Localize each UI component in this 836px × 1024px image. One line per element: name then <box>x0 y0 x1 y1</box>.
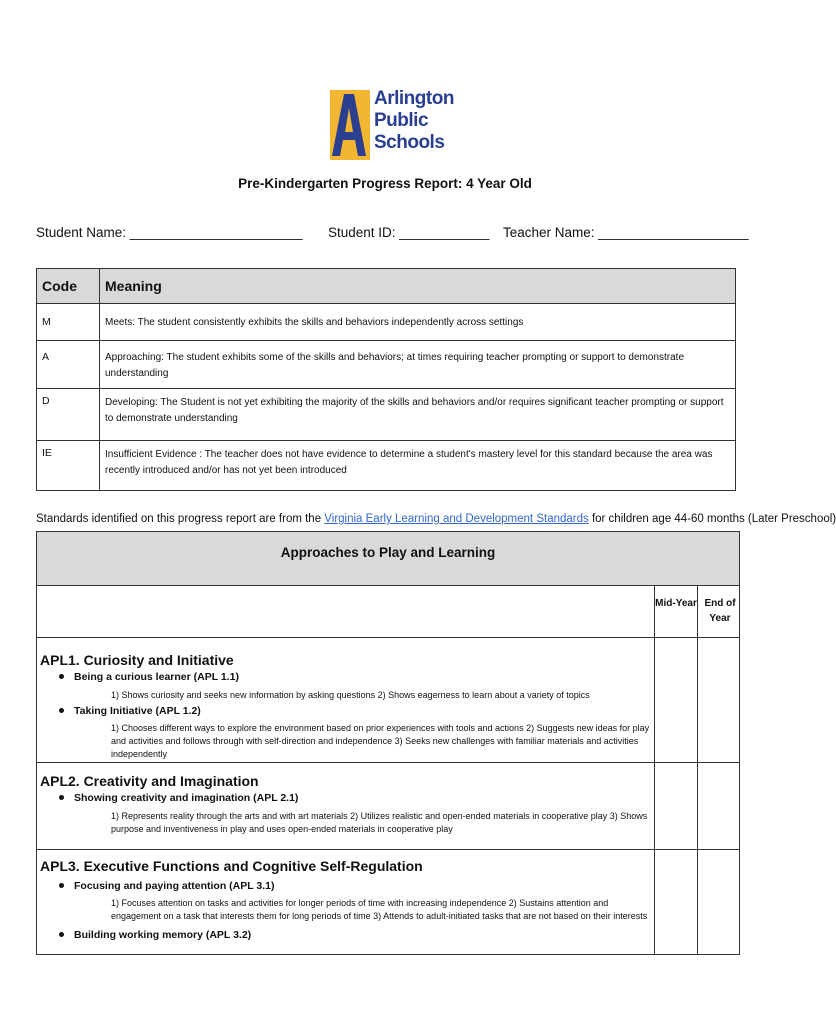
mid-year-rating-cell[interactable] <box>655 638 697 762</box>
table-header-row <box>37 269 736 304</box>
standard-description: 1) Focuses attention on tasks and activities for longer periods of time with increasing independence 2) Sustains attention and engagement on a task that interests them for long periods of time 3) Attends to adult-initiated tasks that are not based on their interests <box>111 898 648 921</box>
approaches-heading: Approaches to Play and Learning <box>37 532 739 586</box>
bullet-icon <box>59 708 64 713</box>
code-cell: M <box>37 304 100 341</box>
end-of-year-header: End of Year <box>704 598 736 624</box>
end-of-year-rating-cell[interactable] <box>698 638 739 762</box>
row-divider <box>37 849 739 850</box>
code-column-header: Code <box>37 269 100 304</box>
page-title: Pre-Kindergarten Progress Report: 4 Year Old <box>238 176 532 191</box>
standard-label: Being a curious learner (APL 1.1) <box>74 671 239 683</box>
standard-description: 1) Represents reality through the arts and with art materials 2) Utilizes realistic and open-ended materials in cooperative play 3) Shows purpose and inventiveness in play and uses open-ended materials in cooperative play <box>111 811 648 834</box>
mid-year-rating-cell[interactable] <box>655 763 697 849</box>
section-title: APL2. Creativity and Imagination <box>40 773 259 789</box>
code-cell: IE <box>37 441 100 491</box>
mid-year-header: Mid-Year <box>655 598 697 609</box>
standard-label: Focusing and paying attention (APL 3.1) <box>74 880 275 892</box>
table-row <box>37 441 736 491</box>
code-legend-table <box>36 268 736 491</box>
table-row <box>37 304 736 341</box>
student-id-field[interactable]: Student ID: ____________ <box>328 225 490 240</box>
standards-suffix: for children age 44-60 months (Later Preschool) <box>588 513 836 525</box>
standard-item <box>59 705 201 717</box>
bullet-icon <box>59 932 64 937</box>
table-row <box>37 389 736 441</box>
standard-label: Building working memory (APL 3.2) <box>74 929 252 941</box>
section-title: APL1. Curiosity and Initiative <box>40 652 234 668</box>
standards-prefix: Standards identified on this progress report are from the <box>36 513 325 525</box>
standards-note <box>36 513 836 525</box>
code-cell: D <box>37 389 100 441</box>
standards-link[interactable]: Virginia Early Learning and Development Standards <box>324 513 589 525</box>
standard-item <box>59 929 251 941</box>
row-divider <box>37 762 739 763</box>
standard-label: Showing creativity and imagination (APL 2.1) <box>74 792 299 804</box>
meaning-cell: Approaching: The student exhibits some of the skills and behaviors; at times requiring teacher prompting or support to demonstrate understanding <box>100 341 736 389</box>
school-logo <box>330 86 454 162</box>
standard-description: 1) Shows curiosity and seeks new information by asking questions 2) Shows eagerness to learn about a variety of topics <box>111 690 590 700</box>
end-of-year-rating-cell[interactable] <box>698 850 739 954</box>
bullet-icon <box>59 674 64 679</box>
standard-item <box>59 792 298 804</box>
bullet-icon <box>59 795 64 800</box>
approaches-table <box>36 531 740 955</box>
logo-wordmark: Arlington Public Schools <box>374 88 454 153</box>
student-name-field[interactable]: Student Name: _______________________ <box>36 225 303 240</box>
standard-label: Taking Initiative (APL 1.2) <box>74 705 201 717</box>
code-cell: A <box>37 341 100 389</box>
standard-item <box>59 671 239 683</box>
logo-a-mark-icon <box>330 86 374 162</box>
table-row <box>37 341 736 389</box>
row-divider <box>37 637 739 638</box>
bullet-icon <box>59 883 64 888</box>
standard-description: 1) Chooses different ways to explore the environment based on prior experiences with tools and actions 2) Suggests new ideas for play and activities and follows through with self-direction and independence 3) Seeks new challenges with familiar materials and activities independently <box>111 723 650 759</box>
standard-item <box>59 880 274 892</box>
meaning-cell: Insufficient Evidence : The teacher does not have evidence to determine a student's mastery level for this standard because the area was recently introduced and/or has not yet been introduced <box>100 441 736 491</box>
meaning-cell: Developing: The Student is not yet exhibiting the majority of the skills and behaviors and/or requires significant teacher prompting or support to demonstrate understanding <box>100 389 736 441</box>
meaning-cell: Meets: The student consistently exhibits the skills and behaviors independently across settings <box>100 304 736 341</box>
end-of-year-rating-cell[interactable] <box>698 763 739 849</box>
teacher-name-field[interactable]: Teacher Name: ____________________ <box>503 225 749 240</box>
section-title: APL3. Executive Functions and Cognitive Self-Regulation <box>40 858 423 874</box>
meaning-column-header: Meaning <box>100 269 736 304</box>
mid-year-rating-cell[interactable] <box>655 850 697 954</box>
